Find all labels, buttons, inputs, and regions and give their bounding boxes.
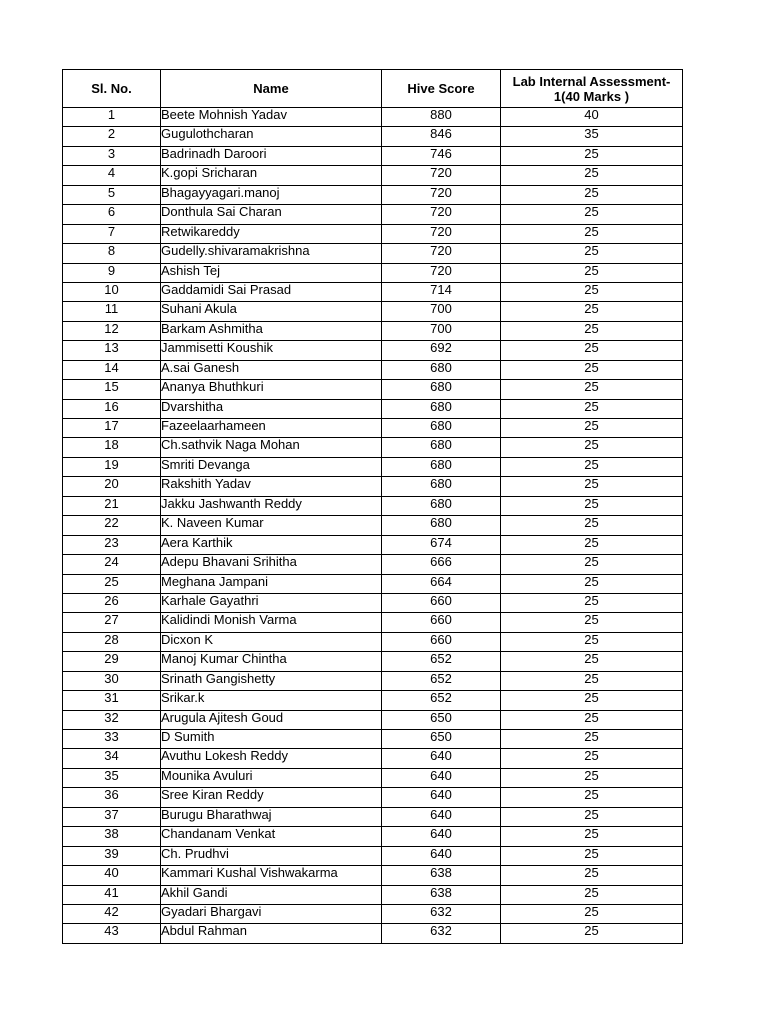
table-row <box>63 108 683 127</box>
cell-sl-no: 22 <box>63 516 161 535</box>
cell-hive-score: 714 <box>382 282 501 301</box>
cell-sl-no: 25 <box>63 574 161 593</box>
cell-lab-marks: 25 <box>501 710 683 729</box>
cell-lab-marks: 25 <box>501 244 683 263</box>
cell-lab-marks: 25 <box>501 574 683 593</box>
cell-name: Mounika Avuluri <box>161 768 382 787</box>
cell-name: Gyadari Bhargavi <box>161 904 382 923</box>
cell-lab-marks: 25 <box>501 593 683 612</box>
cell-lab-marks: 25 <box>501 924 683 943</box>
table-row <box>63 574 683 593</box>
cell-hive-score: 632 <box>382 904 501 923</box>
table-header <box>63 70 683 108</box>
table-row <box>63 730 683 749</box>
cell-sl-no: 8 <box>63 244 161 263</box>
table-body <box>63 108 683 944</box>
table-row <box>63 749 683 768</box>
cell-sl-no: 31 <box>63 691 161 710</box>
cell-lab-marks: 25 <box>501 282 683 301</box>
cell-hive-score: 640 <box>382 807 501 826</box>
cell-hive-score: 680 <box>382 438 501 457</box>
cell-lab-marks: 25 <box>501 768 683 787</box>
cell-hive-score: 680 <box>382 380 501 399</box>
table-row <box>63 593 683 612</box>
cell-name: Jakku Jashwanth Reddy <box>161 496 382 515</box>
cell-sl-no: 35 <box>63 768 161 787</box>
cell-lab-marks: 25 <box>501 535 683 554</box>
column-header-name: Name <box>161 70 382 108</box>
cell-name: K. Naveen Kumar <box>161 516 382 535</box>
column-header-hive-score: Hive Score <box>382 70 501 108</box>
cell-hive-score: 680 <box>382 457 501 476</box>
cell-name: K.gopi Sricharan <box>161 166 382 185</box>
cell-hive-score: 652 <box>382 671 501 690</box>
cell-name: Ch.sathvik Naga Mohan <box>161 438 382 457</box>
table-row <box>63 768 683 787</box>
table-row <box>63 457 683 476</box>
cell-hive-score: 680 <box>382 360 501 379</box>
cell-name: Arugula Ajitesh Goud <box>161 710 382 729</box>
cell-name: Karhale Gayathri <box>161 593 382 612</box>
cell-hive-score: 674 <box>382 535 501 554</box>
table-row <box>63 205 683 224</box>
cell-name: D Sumith <box>161 730 382 749</box>
table-row <box>63 885 683 904</box>
cell-name: Badrinadh Daroori <box>161 146 382 165</box>
cell-name: Rakshith Yadav <box>161 477 382 496</box>
cell-hive-score: 650 <box>382 730 501 749</box>
cell-sl-no: 16 <box>63 399 161 418</box>
cell-name: Ananya Bhuthkuri <box>161 380 382 399</box>
cell-name: Abdul Rahman <box>161 924 382 943</box>
cell-name: Dicxon K <box>161 632 382 651</box>
cell-lab-marks: 25 <box>501 866 683 885</box>
cell-hive-score: 720 <box>382 166 501 185</box>
cell-lab-marks: 25 <box>501 788 683 807</box>
cell-hive-score: 700 <box>382 321 501 340</box>
cell-name: Ch. Prudhvi <box>161 846 382 865</box>
cell-hive-score: 640 <box>382 768 501 787</box>
cell-name: Aera Karthik <box>161 535 382 554</box>
cell-sl-no: 27 <box>63 613 161 632</box>
cell-hive-score: 720 <box>382 185 501 204</box>
cell-name: Kalidindi Monish Varma <box>161 613 382 632</box>
cell-name: Adepu Bhavani Srihitha <box>161 555 382 574</box>
cell-lab-marks: 25 <box>501 302 683 321</box>
cell-lab-marks: 25 <box>501 632 683 651</box>
cell-name: Barkam Ashmitha <box>161 321 382 340</box>
table-row <box>63 632 683 651</box>
cell-lab-marks: 25 <box>501 807 683 826</box>
cell-lab-marks: 25 <box>501 380 683 399</box>
cell-name: Akhil Gandi <box>161 885 382 904</box>
table-row <box>63 185 683 204</box>
cell-hive-score: 638 <box>382 866 501 885</box>
cell-lab-marks: 25 <box>501 730 683 749</box>
column-header-lab-assessment: Lab Internal Assessment-1(40 Marks ) <box>501 70 683 108</box>
cell-name: Srikar.k <box>161 691 382 710</box>
cell-sl-no: 14 <box>63 360 161 379</box>
cell-name: Meghana Jampani <box>161 574 382 593</box>
cell-sl-no: 21 <box>63 496 161 515</box>
table-row <box>63 263 683 282</box>
cell-hive-score: 640 <box>382 788 501 807</box>
table-row <box>63 671 683 690</box>
cell-sl-no: 17 <box>63 419 161 438</box>
cell-sl-no: 28 <box>63 632 161 651</box>
header-row <box>63 70 683 108</box>
cell-sl-no: 5 <box>63 185 161 204</box>
cell-sl-no: 4 <box>63 166 161 185</box>
cell-hive-score: 880 <box>382 108 501 127</box>
cell-name: Burugu Bharathwaj <box>161 807 382 826</box>
cell-sl-no: 1 <box>63 108 161 127</box>
table-row <box>63 244 683 263</box>
table-row <box>63 807 683 826</box>
cell-lab-marks: 25 <box>501 438 683 457</box>
table-row <box>63 516 683 535</box>
table-row <box>63 360 683 379</box>
cell-sl-no: 10 <box>63 282 161 301</box>
cell-lab-marks: 25 <box>501 360 683 379</box>
table-row <box>63 652 683 671</box>
cell-name: Fazeelaarhameen <box>161 419 382 438</box>
cell-sl-no: 3 <box>63 146 161 165</box>
cell-hive-score: 666 <box>382 555 501 574</box>
column-header-sl-no: Sl. No. <box>63 70 161 108</box>
cell-name: Ashish Tej <box>161 263 382 282</box>
table-row <box>63 224 683 243</box>
cell-name: Gudelly.shivaramakrishna <box>161 244 382 263</box>
cell-sl-no: 23 <box>63 535 161 554</box>
cell-name: Dvarshitha <box>161 399 382 418</box>
cell-hive-score: 720 <box>382 205 501 224</box>
cell-lab-marks: 25 <box>501 613 683 632</box>
cell-sl-no: 38 <box>63 827 161 846</box>
cell-hive-score: 680 <box>382 399 501 418</box>
cell-hive-score: 640 <box>382 749 501 768</box>
cell-hive-score: 632 <box>382 924 501 943</box>
table-row <box>63 380 683 399</box>
cell-sl-no: 18 <box>63 438 161 457</box>
table-row <box>63 827 683 846</box>
cell-hive-score: 650 <box>382 710 501 729</box>
cell-hive-score: 720 <box>382 263 501 282</box>
cell-name: Srinath Gangishetty <box>161 671 382 690</box>
cell-sl-no: 9 <box>63 263 161 282</box>
table-row <box>63 691 683 710</box>
cell-lab-marks: 25 <box>501 146 683 165</box>
cell-hive-score: 746 <box>382 146 501 165</box>
cell-sl-no: 43 <box>63 924 161 943</box>
table-row <box>63 302 683 321</box>
cell-sl-no: 26 <box>63 593 161 612</box>
score-table <box>62 69 683 944</box>
cell-sl-no: 7 <box>63 224 161 243</box>
cell-sl-no: 32 <box>63 710 161 729</box>
cell-hive-score: 638 <box>382 885 501 904</box>
cell-sl-no: 34 <box>63 749 161 768</box>
cell-name: Sree Kiran Reddy <box>161 788 382 807</box>
cell-sl-no: 42 <box>63 904 161 923</box>
table-row <box>63 496 683 515</box>
cell-sl-no: 13 <box>63 341 161 360</box>
cell-lab-marks: 25 <box>501 457 683 476</box>
cell-lab-marks: 25 <box>501 224 683 243</box>
cell-sl-no: 2 <box>63 127 161 146</box>
cell-lab-marks: 25 <box>501 477 683 496</box>
cell-hive-score: 680 <box>382 496 501 515</box>
cell-hive-score: 660 <box>382 593 501 612</box>
cell-name: Avuthu Lokesh Reddy <box>161 749 382 768</box>
cell-name: Kammari Kushal Vishwakarma <box>161 866 382 885</box>
cell-name: Jammisetti Koushik <box>161 341 382 360</box>
cell-name: Beete Mohnish Yadav <box>161 108 382 127</box>
cell-lab-marks: 25 <box>501 419 683 438</box>
cell-hive-score: 664 <box>382 574 501 593</box>
cell-lab-marks: 25 <box>501 166 683 185</box>
table-row <box>63 710 683 729</box>
cell-hive-score: 680 <box>382 516 501 535</box>
cell-sl-no: 19 <box>63 457 161 476</box>
cell-sl-no: 40 <box>63 866 161 885</box>
cell-lab-marks: 25 <box>501 205 683 224</box>
cell-lab-marks: 25 <box>501 399 683 418</box>
cell-lab-marks: 25 <box>501 321 683 340</box>
cell-sl-no: 6 <box>63 205 161 224</box>
cell-lab-marks: 25 <box>501 185 683 204</box>
cell-sl-no: 39 <box>63 846 161 865</box>
cell-lab-marks: 25 <box>501 263 683 282</box>
cell-lab-marks: 25 <box>501 827 683 846</box>
cell-lab-marks: 25 <box>501 904 683 923</box>
cell-lab-marks: 25 <box>501 885 683 904</box>
table-row <box>63 846 683 865</box>
table-row <box>63 924 683 943</box>
cell-hive-score: 640 <box>382 846 501 865</box>
cell-lab-marks: 25 <box>501 691 683 710</box>
table-row <box>63 438 683 457</box>
cell-name: Chandanam Venkat <box>161 827 382 846</box>
table-row <box>63 127 683 146</box>
cell-name: A.sai Ganesh <box>161 360 382 379</box>
cell-hive-score: 692 <box>382 341 501 360</box>
table-row <box>63 341 683 360</box>
table-row <box>63 477 683 496</box>
cell-hive-score: 652 <box>382 691 501 710</box>
table-row <box>63 613 683 632</box>
cell-sl-no: 12 <box>63 321 161 340</box>
table-row <box>63 555 683 574</box>
cell-name: Gugulothcharan <box>161 127 382 146</box>
cell-hive-score: 680 <box>382 477 501 496</box>
table-row <box>63 166 683 185</box>
table-row <box>63 904 683 923</box>
cell-lab-marks: 40 <box>501 108 683 127</box>
cell-lab-marks: 25 <box>501 341 683 360</box>
table-row <box>63 535 683 554</box>
cell-sl-no: 20 <box>63 477 161 496</box>
cell-sl-no: 30 <box>63 671 161 690</box>
cell-sl-no: 36 <box>63 788 161 807</box>
cell-name: Gaddamidi Sai Prasad <box>161 282 382 301</box>
cell-lab-marks: 25 <box>501 652 683 671</box>
cell-lab-marks: 25 <box>501 846 683 865</box>
cell-sl-no: 29 <box>63 652 161 671</box>
cell-name: Manoj Kumar Chintha <box>161 652 382 671</box>
table-row <box>63 282 683 301</box>
cell-name: Smriti Devanga <box>161 457 382 476</box>
cell-hive-score: 652 <box>382 652 501 671</box>
table-row <box>63 399 683 418</box>
cell-lab-marks: 25 <box>501 671 683 690</box>
cell-sl-no: 41 <box>63 885 161 904</box>
cell-hive-score: 846 <box>382 127 501 146</box>
table-row <box>63 146 683 165</box>
cell-name: Bhagayyagari.manoj <box>161 185 382 204</box>
cell-sl-no: 11 <box>63 302 161 321</box>
cell-sl-no: 24 <box>63 555 161 574</box>
cell-sl-no: 33 <box>63 730 161 749</box>
cell-hive-score: 680 <box>382 419 501 438</box>
cell-hive-score: 720 <box>382 224 501 243</box>
cell-sl-no: 15 <box>63 380 161 399</box>
table-row <box>63 866 683 885</box>
cell-sl-no: 37 <box>63 807 161 826</box>
cell-lab-marks: 25 <box>501 516 683 535</box>
cell-name: Retwikareddy <box>161 224 382 243</box>
cell-name: Suhani Akula <box>161 302 382 321</box>
cell-hive-score: 660 <box>382 613 501 632</box>
cell-lab-marks: 25 <box>501 496 683 515</box>
table-row <box>63 321 683 340</box>
cell-hive-score: 660 <box>382 632 501 651</box>
cell-hive-score: 700 <box>382 302 501 321</box>
cell-hive-score: 640 <box>382 827 501 846</box>
cell-lab-marks: 25 <box>501 749 683 768</box>
cell-hive-score: 720 <box>382 244 501 263</box>
table-row <box>63 788 683 807</box>
table-row <box>63 419 683 438</box>
cell-name: Donthula Sai Charan <box>161 205 382 224</box>
cell-lab-marks: 35 <box>501 127 683 146</box>
cell-lab-marks: 25 <box>501 555 683 574</box>
